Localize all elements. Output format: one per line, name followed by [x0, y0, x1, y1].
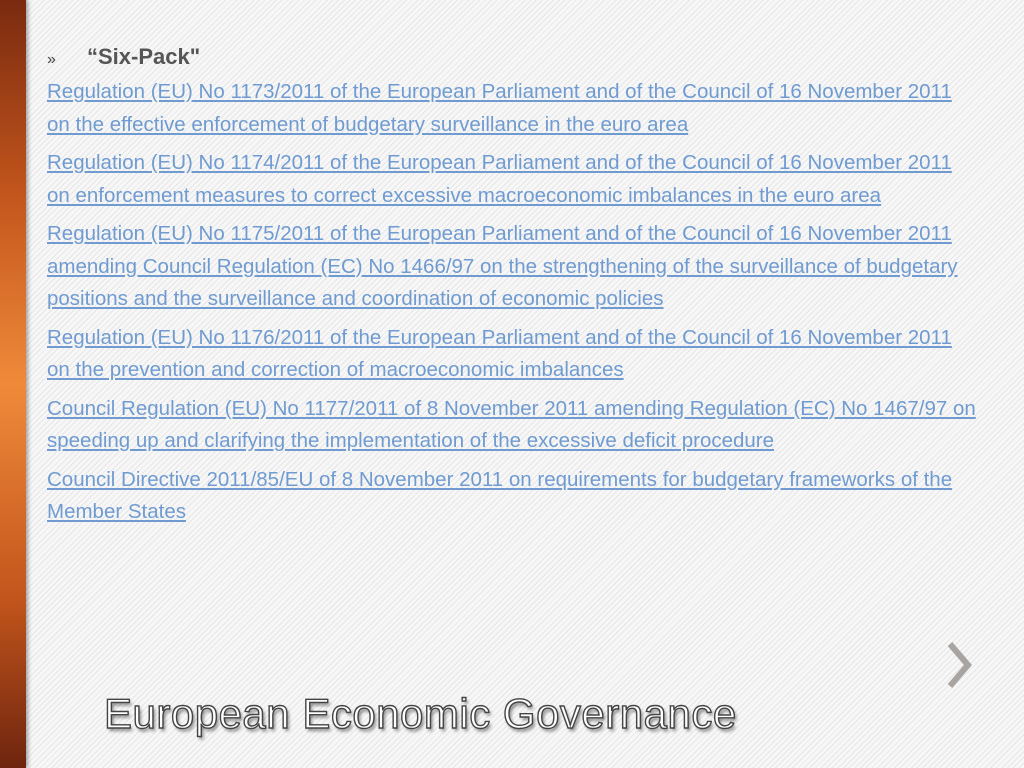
directive-link[interactable]: Council Directive 2011/85/EU of 8 November 2011 on requirements for budgetary frameworks of the Member States	[47, 467, 953, 523]
section-heading	[47, 44, 977, 70]
regulation-link[interactable]: Regulation (EU) No 1173/2011 of the European Parliament and of the Council of 16 November 2011 on the effective enforcement of budgetary surveillance in the euro area	[47, 80, 952, 136]
slide-content	[47, 44, 977, 535]
heading-text: “Six-Pack"	[87, 44, 201, 69]
slide-title: European Economic Governance	[104, 690, 737, 737]
regulation-link[interactable]: Council Regulation (EU) No 1177/2011 of 8 November 2011 amending Regulation (EC) No 1467/97 on speeding up and clarifying the implementation of the excessive deficit procedure	[47, 396, 976, 452]
regulation-link[interactable]: Regulation (EU) No 1174/2011 of the European Parliament and of the Council of 16 November 2011 on enforcement measures to correct excessive macroeconomic imbalances in the euro area	[47, 151, 952, 207]
chevron-right-icon[interactable]	[944, 640, 974, 690]
side-accent-bar	[0, 0, 26, 768]
regulation-link[interactable]: Regulation (EU) No 1175/2011 of the European Parliament and of the Council of 16 November 2011 amending Council Regulation (EC) No 1466/97 on the strengthening of the surveillance of budgetary positions and the surveillance and coordination of economic policies	[47, 222, 958, 310]
regulation-link[interactable]: Regulation (EU) No 1176/2011 of the European Parliament and of the Council of 16 November 2011 on the prevention and correction of macroeconomic imbalances	[47, 325, 952, 381]
bullet-icon: »	[47, 51, 56, 68]
